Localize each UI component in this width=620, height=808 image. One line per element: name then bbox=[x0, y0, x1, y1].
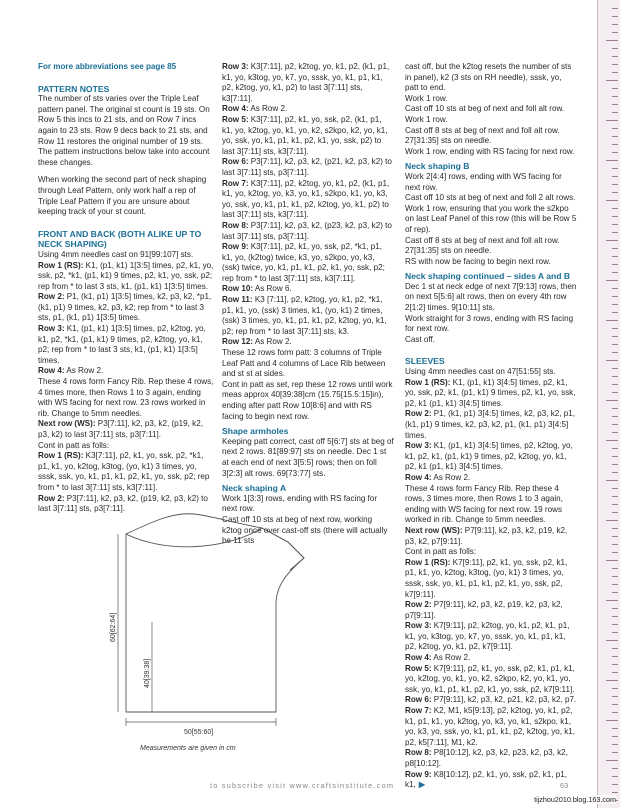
ruler-tick bbox=[612, 432, 618, 433]
ruler-tick bbox=[612, 8, 618, 9]
measurement-note: Measurements are given in cm bbox=[140, 745, 236, 752]
ruler-tick bbox=[612, 696, 618, 697]
row-label: Row 9: bbox=[405, 769, 432, 779]
ruler-tick bbox=[612, 304, 618, 305]
instruction-row bbox=[222, 179, 394, 221]
ruler-tick bbox=[612, 88, 618, 89]
ruler-tick bbox=[612, 32, 618, 33]
row-text: K1, (p1, k1) 1[3:5] times, p2, k2tog, yo, k1, p2, *k1, (p1, k1) 9 times, p2, k2tog, yo, k1, p2; rep from * to last 3 sts, k1, (p1, k1) 1[3:5] times. bbox=[38, 324, 206, 365]
ruler-tick bbox=[612, 112, 618, 113]
row-label: Next row (WS): bbox=[405, 525, 463, 535]
row-label: Row 3: bbox=[38, 324, 65, 334]
section-heading: FRONT AND BACK (BOTH ALIKE UP TO NECK SHAPING) bbox=[38, 228, 202, 250]
ruler-tick bbox=[606, 440, 618, 441]
instruction-row bbox=[405, 526, 577, 547]
ruler-tick bbox=[612, 272, 618, 273]
instruction-text: Dec 1 st at neck edge of next 7[9:13] rows, then on next 5[5:6] alt rows, then on every 4th row 2[1:2] times. 9[10:11] sts. bbox=[405, 281, 577, 313]
row-label: Row 2: bbox=[38, 292, 65, 302]
row-label: Row 12: bbox=[222, 337, 254, 347]
row-text: As Row 6. bbox=[253, 284, 292, 294]
instruction-row bbox=[405, 473, 577, 484]
row-label: Row 2: bbox=[38, 493, 65, 503]
row-text: K1, (p1, k1) 3[4:5] times, p2, k2tog, yo, k1, p2, k1, (p1, k1) 9 times, p2, k2tog, yo, k1, p2, k1 (p1, k1) 3[4:5] times. bbox=[405, 441, 573, 472]
ruler-tick bbox=[606, 680, 618, 681]
ruler-tick bbox=[612, 184, 618, 185]
row-label: Row 5: bbox=[405, 663, 432, 673]
ruler-tick bbox=[612, 488, 618, 489]
ruler-tick bbox=[612, 448, 618, 449]
row-label: Row 2: bbox=[405, 409, 432, 419]
ruler-tick bbox=[612, 392, 618, 393]
side-ruler bbox=[597, 0, 620, 808]
column-2 bbox=[222, 62, 394, 547]
garment-schematic bbox=[112, 512, 312, 742]
ruler-tick bbox=[612, 712, 618, 713]
row-text: K8[10:12], p2, k1, yo, ssk, p2, k1, p1, k1, bbox=[405, 769, 567, 790]
abbreviations-note: For more abbreviations see page 85 bbox=[38, 62, 177, 71]
instruction-text: Cast off 8 sts at beg of next and foll alt row. 27[31:35] sts on needle. bbox=[405, 125, 560, 146]
row-label: Row 2: bbox=[405, 600, 432, 610]
ruler-tick bbox=[612, 104, 618, 105]
instruction-text: Cast off 8 sts at beg of next and foll alt row. 27[31:35] sts on needle. bbox=[405, 235, 560, 256]
ruler-tick bbox=[612, 416, 618, 417]
instruction-row bbox=[405, 409, 577, 441]
ruler-tick bbox=[612, 144, 618, 145]
instruction-row bbox=[405, 706, 577, 748]
ruler-tick bbox=[612, 176, 618, 177]
ruler-tick bbox=[612, 328, 618, 329]
ruler-tick bbox=[612, 728, 618, 729]
row-text: P8[10:12], k2, p3, k2, p23, k2, p3, k2, p8[10:12]. bbox=[405, 748, 568, 768]
ruler-tick bbox=[612, 616, 618, 617]
instruction-text: Cont in patt as folls: bbox=[405, 547, 477, 557]
row-label: Row 11: bbox=[222, 295, 253, 305]
row-label: Row 1 (RS): bbox=[405, 377, 451, 387]
row-label: Row 3: bbox=[405, 441, 432, 451]
ruler-tick bbox=[612, 768, 618, 769]
ruler-tick bbox=[612, 248, 618, 249]
section-heading: SLEEVES bbox=[405, 356, 445, 367]
instruction-row bbox=[222, 295, 394, 337]
ruler-tick bbox=[612, 152, 618, 153]
instruction-row bbox=[38, 292, 214, 324]
watermark: tijzhou2010.blog.163.com bbox=[534, 795, 616, 804]
row-label: Row 3: bbox=[405, 621, 432, 631]
instruction-row bbox=[222, 104, 394, 115]
ruler-tick bbox=[606, 280, 618, 281]
instruction-row bbox=[222, 284, 394, 295]
ruler-tick bbox=[606, 40, 618, 41]
ruler-tick bbox=[606, 80, 618, 81]
ruler-tick bbox=[612, 592, 618, 593]
row-text: K1, (p1, k1) 1[3:5] times, p2, k1, yo, ssk, p2, *k1, (p1, k1) 9 times, p2, k1, yo, ssk, p2; rep from * to last 3 sts, k1, (p1, k1) 1[3:5] times. bbox=[38, 260, 214, 291]
row-label: Row 6: bbox=[405, 695, 432, 705]
instruction-text: Using 4mm needles cast on 91[99:107] sts. bbox=[38, 249, 194, 259]
sleeve-edge bbox=[262, 528, 304, 570]
row-text: K7[9:11], p2, k2tog, yo, k1, p2, k1, p1, k1, yo, k3tog, yo, k7, yo, sssk, yo, k1, p1, k1, p2, k2tog, yo, k1, p2, k7[9:11]. bbox=[405, 621, 570, 652]
ruler-tick bbox=[606, 400, 618, 401]
row-text: P7[9:11], k2, p3, k2, p19, k2, p3, k2, p7[9:11]. bbox=[405, 600, 563, 620]
section-heading: Neck shaping B bbox=[405, 161, 470, 172]
instruction-row bbox=[222, 157, 394, 178]
spacer bbox=[38, 73, 214, 80]
ruler-tick bbox=[612, 792, 618, 793]
row-label: Row 7: bbox=[222, 178, 249, 188]
instruction-text: Cont in patt as set, rep these 12 rows until work meas approx 40[39:38]cm (15.75[15.5:15]in), ending after patt Row 10[8:6] and with RS facing to begin next row. bbox=[222, 379, 393, 421]
ruler-tick bbox=[612, 256, 618, 257]
ruler-tick bbox=[612, 656, 618, 657]
instruction-text: Cont in patt as folls: bbox=[38, 440, 110, 450]
instruction-row bbox=[405, 441, 577, 473]
instruction-row bbox=[38, 324, 214, 366]
continue-arrow-icon: ▶ bbox=[418, 780, 426, 790]
ruler-tick bbox=[612, 192, 618, 193]
instruction-text: RS with now be facing to begin next row. bbox=[405, 256, 551, 266]
ruler-tick bbox=[606, 360, 618, 361]
instruction-row bbox=[222, 242, 394, 284]
instruction-text: Cast off 10 sts at beg of next row, working k2tog once over cast-off sts (there will actually be 11 sts bbox=[222, 514, 388, 546]
ruler-tick bbox=[612, 456, 618, 457]
row-text: As Row 2. bbox=[431, 653, 471, 663]
section-heading: Neck shaping A bbox=[222, 483, 287, 494]
instruction-text: Cast off 10 sts at beg of next and foll 2 alt rows. Work 1 row, ensuring that you work the s2kpo on last Leaf Panel of this row (this will be Row 5 of rep). bbox=[405, 193, 577, 234]
ruler-tick bbox=[612, 736, 618, 737]
ruler-tick bbox=[606, 320, 618, 321]
ruler-tick bbox=[612, 24, 618, 25]
instruction-row bbox=[222, 221, 394, 242]
instruction-row bbox=[38, 451, 214, 493]
instruction-text: Work 1 row, ending with RS facing for next row. bbox=[405, 146, 575, 156]
ruler-tick bbox=[612, 224, 618, 225]
instruction-text: When working the second part of neck shaping through Leaf Pattern, only work half a rep of Triple Leaf Pattern if you are unsure about keeping track of your st count. bbox=[38, 175, 207, 217]
height-label: 60[62:64] bbox=[110, 612, 117, 642]
ruler-tick bbox=[612, 384, 618, 385]
ruler-tick bbox=[612, 704, 618, 705]
row-label: Row 4: bbox=[38, 366, 65, 376]
row-text: K2, M1, k5[9:13], p2, k2tog, yo, k1, p2, k1, p1, k1, yo, k2tog, yo, k3, yo, k1, s2kpo, k1, yo, k3, yo, ssk, yo, k1, p1, k1, p2, k2tog, yo, k1, p2, k5[7:11], M1, k2. bbox=[405, 706, 576, 747]
row-label: Row 1 (RS): bbox=[38, 451, 84, 461]
ruler-tick bbox=[612, 232, 618, 233]
armhole-label: 40[39:38] bbox=[144, 658, 151, 688]
ruler-tick bbox=[612, 496, 618, 497]
ruler-tick bbox=[612, 464, 618, 465]
ruler-tick bbox=[612, 56, 618, 57]
ruler-tick bbox=[612, 312, 618, 313]
ruler-tick bbox=[606, 200, 618, 201]
row-label: Row 10: bbox=[222, 284, 254, 294]
ruler-tick bbox=[612, 608, 618, 609]
ruler-tick bbox=[606, 160, 618, 161]
row-label: Row 3: bbox=[222, 62, 249, 71]
row-text: As Row 2. bbox=[248, 104, 288, 114]
ruler-tick bbox=[612, 664, 618, 665]
instruction-row bbox=[38, 419, 214, 440]
row-text: P3[7:11], k2, p3, k2, (p19, k2, p3, k2) to last 3[7:11] sts, p3[7:11]. bbox=[38, 419, 203, 439]
ruler-tick bbox=[612, 344, 618, 345]
ruler-tick bbox=[612, 552, 618, 553]
instruction-text: Cast off. bbox=[405, 334, 435, 344]
row-text: K7[9:11], p2, k1, yo, ssk, p2, k1, p1, k1, yo, k2tog, yo, k1, yo, k2, s2kpo, k2, yo, k1, yo, ssk, yo, k1, p1, k1, p2, k1, yo, ssk, p2, k7[9:11]. bbox=[405, 663, 575, 694]
row-text: P7[9:11], k2, p3, k2, p21, k2, p3, k2, p7. bbox=[431, 695, 577, 705]
row-text: As Row 2. bbox=[431, 472, 471, 482]
instruction-text: cast off, but the k2tog resets the number of sts in panel), k2 (3 sts on RH needle), sssk, yo, patt to end. bbox=[405, 62, 572, 93]
ruler-tick bbox=[612, 288, 618, 289]
instruction-row bbox=[405, 378, 577, 410]
instruction-text: Using 4mm needles cast on 47[51:55] sts. bbox=[405, 367, 556, 377]
ruler-tick bbox=[612, 584, 618, 585]
ruler-tick bbox=[612, 624, 618, 625]
ruler-tick bbox=[612, 72, 618, 73]
instruction-text: These 4 rows form Fancy Rib. Rep these 4 rows, 4 times more, then Rows 1 to 3 again, ending with WS facing for next row. 23 rows worked in rib. Change to 5mm needles. bbox=[38, 377, 214, 418]
ruler-tick bbox=[612, 96, 618, 97]
row-label: Next row (WS): bbox=[38, 419, 96, 429]
ruler-tick bbox=[606, 760, 618, 761]
ruler-tick bbox=[606, 600, 618, 601]
instruction-row bbox=[38, 261, 214, 293]
column-3 bbox=[405, 62, 577, 791]
ruler-tick bbox=[612, 208, 618, 209]
ruler-tick bbox=[612, 752, 618, 753]
ruler-tick bbox=[612, 408, 618, 409]
row-label: Row 4: bbox=[222, 104, 249, 114]
instruction-row bbox=[405, 653, 577, 664]
ruler-tick bbox=[612, 688, 618, 689]
ruler-tick bbox=[612, 744, 618, 745]
row-text: P3[7:11], k2, p3, k2, (p21, k2, p3, k2) to last 3[7:11] sts, p3[7:11]. bbox=[222, 157, 392, 177]
instruction-row bbox=[38, 366, 214, 377]
spacer bbox=[38, 168, 214, 175]
ruler-tick bbox=[612, 368, 618, 369]
ruler-tick bbox=[606, 560, 618, 561]
instruction-text: Cast off 10 sts at beg of next and foll alt row. bbox=[405, 104, 565, 114]
ruler-tick bbox=[612, 336, 618, 337]
subscribe-footer: to subscribe visit www.craftsinstitute.com bbox=[210, 781, 395, 790]
ruler-tick bbox=[612, 376, 618, 377]
instruction-text: Work 2[4:4] rows, ending with WS facing for next row. bbox=[405, 171, 562, 192]
row-text: K1, (p1, k1) 3[4:5] times, p2, k1, yo, ssk, p2, k1, (p1, k1) 9 times, p2, k1, yo, ssk, p2, k1 (p1, k1) 3[4:5] times. bbox=[405, 377, 576, 408]
ruler-tick bbox=[612, 264, 618, 265]
row-label: Row 1 (RS): bbox=[38, 260, 84, 270]
neckline bbox=[126, 528, 262, 547]
row-text: P3[7:11], k2, p3, k2, (p23, k2, p3, k2) to last 3[7:11] sts, p3[7:11]. bbox=[222, 220, 392, 241]
ruler-tick bbox=[612, 296, 618, 297]
ruler-tick bbox=[612, 168, 618, 169]
row-text: K3 [7:11], p2, k2tog, yo, k1, p2, *k1, p1, k1, yo, (ssk) 3 times, k1, (yo, k1) 2 times, (ssk) 3 times, yo, k1, p1, k1, p2, k2tog, yo, k1, p2; rep from * to last 3[7:11] sts, k3. bbox=[222, 295, 387, 336]
ruler-tick bbox=[612, 632, 618, 633]
instruction-row bbox=[405, 621, 577, 653]
row-text: P1, (k1, p1) 1[3:5] times, k2, p3, k2, *p1, (k1, p1) 9 times, k2, p3, k2; rep from * to last 3 sts, p1, (k1, p1) 1[3:5] times. bbox=[38, 292, 212, 323]
row-label: Row 4: bbox=[405, 472, 432, 482]
instruction-text: These 12 rows form patt: 3 columns of Triple Leaf Patt and 4 columns of Lace Rib between and st st at sides. bbox=[222, 348, 386, 379]
ruler-tick bbox=[612, 216, 618, 217]
ruler-tick bbox=[612, 568, 618, 569]
row-text: P7[9:11], k2, p3, k2, p19, k2, p3, k2, p7[9:11]. bbox=[405, 525, 568, 546]
row-text: K3[7:11], p2, k2tog, yo, k1, p2, (k1, p1, k1, yo, k3tog, yo, k7, yo, sssk, yo, k1, p1, k1, p2, k2tog, yo, k1, p2) to last 3[7:11] sts, k3[7:11]. bbox=[222, 62, 390, 103]
instruction-row bbox=[405, 748, 577, 769]
row-text: As Row 2. bbox=[64, 366, 104, 376]
ruler-tick bbox=[612, 776, 618, 777]
instruction-text: Work 1 row. bbox=[405, 93, 448, 103]
column-1 bbox=[38, 62, 214, 515]
instruction-text: Keeping patt correct, cast off 5[6:7] sts at beg of next 2 rows. 81[89:97] sts on needle. Dec 1 st at each end of next 3[5:5] rows; then on foll 3[2:3] alt rows. 69[73:77] sts. bbox=[222, 436, 394, 478]
row-text: P3[7:11], k2, p3, k2, (p19, k2, p3, k2) to last 3[7:11] sts, p3[7:11]. bbox=[38, 493, 208, 514]
ruler-tick bbox=[612, 504, 618, 505]
row-label: Row 1 (RS): bbox=[405, 557, 451, 567]
ruler-tick bbox=[606, 720, 618, 721]
instruction-text: Work straight for 3 rows, ending with RS facing for next row. bbox=[405, 313, 574, 334]
row-label: Row 8: bbox=[222, 220, 249, 230]
ruler-tick bbox=[612, 648, 618, 649]
instruction-text: Work 1 row. bbox=[405, 114, 448, 124]
row-label: Row 8: bbox=[405, 748, 432, 758]
instruction-text: These 4 rows form Fancy Rib. Rep these 4 rows, 3 times more, then Rows 1 to 3 again, ending with WS facing for next row. 19 rows worked in rib. Change to 5mm needles. bbox=[405, 483, 563, 525]
ruler-tick bbox=[612, 576, 618, 577]
ruler-tick bbox=[606, 240, 618, 241]
row-text: K3[7:11], p2, k1, yo, ssk, p2, *k1, p1, k1, yo, (k2tog) twice, k3, yo, s2kpo, yo, k3, (ssk) twice, yo, k1, p1, k1, p2, k1, yo, ssk, p2; rep from * to last 3[7:11] sts, k3[7:11]. bbox=[222, 242, 385, 283]
instruction-row bbox=[405, 770, 577, 791]
instruction-text: The number of sts varies over the Triple Leaf pattern panel. The original st count is 19 sts. On Row 5 this incs to 21 sts, and on Row 7 incs again to 23 sts. Row 9 decs back to 21 sts, and Row 11 restores the original number of 19 sts. The pattern instructions below take into account these changes. bbox=[38, 94, 210, 167]
ruler-tick bbox=[612, 472, 618, 473]
spacer bbox=[405, 345, 577, 352]
instruction-row bbox=[222, 62, 394, 104]
row-text: K3[7:11], p2, k1, yo, ssk, p2, *k1, p1, k1, yo, k2tog, k3tog, (yo, k1) 3 times, yo, sssk, ssk, yo, k1, p1, k1, p2, k1, yo, ssk, p2; rep from * to last 3[7:11] sts, k3[7:11]. bbox=[38, 451, 210, 492]
instruction-row bbox=[405, 600, 577, 621]
ruler-tick bbox=[612, 48, 618, 49]
width-label: 50[55:60] bbox=[184, 729, 214, 736]
row-text: K3[7:11], p2, k2tog, yo, k1, p2, (k1, p1, k1, yo, k2tog, yo, k3, yo, k1, s2kpo, k1, yo, k3, yo, ssk, yo, k1, p1, k1, p2, k2tog, yo, k1, p2) to last 3[7:11] sts, k3[7:11]. bbox=[222, 178, 390, 220]
row-text: K7[9:11], p2, k1, yo, ssk, p2, k1, p1, k1, yo, k2tog, k3tog, (yo, k1) 3 times, yo, sssk, ssk, yo, k1, p1, k1, p2, k1, yo, ssk, p2, k7[9:11]. bbox=[405, 557, 568, 599]
ruler-tick bbox=[606, 520, 618, 521]
page-number: 63 bbox=[560, 781, 569, 790]
ruler-tick bbox=[612, 544, 618, 545]
ruler-tick bbox=[612, 528, 618, 529]
section-heading: Shape armholes bbox=[222, 426, 289, 437]
spacer bbox=[38, 218, 214, 225]
row-text: As Row 2. bbox=[253, 337, 292, 347]
ruler-tick bbox=[606, 480, 618, 481]
instruction-row bbox=[405, 664, 577, 696]
row-label: Row 4: bbox=[405, 653, 432, 663]
section-heading: Neck shaping continued – sides A and B bbox=[405, 271, 571, 282]
instruction-row bbox=[405, 558, 577, 600]
ruler-tick bbox=[612, 784, 618, 785]
ruler-tick bbox=[612, 352, 618, 353]
row-label: Row 7: bbox=[405, 706, 432, 716]
instruction-row bbox=[222, 337, 394, 348]
row-label: Row 6: bbox=[222, 157, 249, 167]
instruction-row bbox=[222, 115, 394, 157]
ruler-tick bbox=[606, 640, 618, 641]
section-heading: PATTERN NOTES bbox=[38, 83, 110, 94]
ruler-tick bbox=[612, 536, 618, 537]
row-label: Row 5: bbox=[222, 114, 249, 124]
row-text: P1, (k1, p1) 3[4:5] times, k2, p3, k2, p1, (k1, p1) 9 times, k2, p3, k2, p1, (k1, p1) 3[4:5] times. bbox=[405, 409, 576, 440]
ruler-tick bbox=[612, 16, 618, 17]
ruler-tick bbox=[612, 424, 618, 425]
ruler-tick bbox=[612, 512, 618, 513]
ruler-tick bbox=[612, 64, 618, 65]
instruction-row bbox=[405, 695, 577, 706]
ruler-tick bbox=[606, 120, 618, 121]
row-text: K3[7:11], p2, k1, yo, ssk, p2, (k1, p1, k1, yo, k2tog, yo, k1, yo, k2, s2kpo, k2, yo, k1, yo, ssk, yo, k1, p1, k1, p2, k1, yo, ssk, p2) to last 3[7:11] sts, k3[7:11]. bbox=[222, 114, 388, 156]
ruler-tick bbox=[612, 672, 618, 673]
instruction-text: Work 1[3:3] rows, ending with RS facing for next row. bbox=[222, 493, 378, 514]
ruler-tick bbox=[612, 128, 618, 129]
ruler-tick bbox=[612, 136, 618, 137]
row-label: Row 9: bbox=[222, 242, 249, 252]
